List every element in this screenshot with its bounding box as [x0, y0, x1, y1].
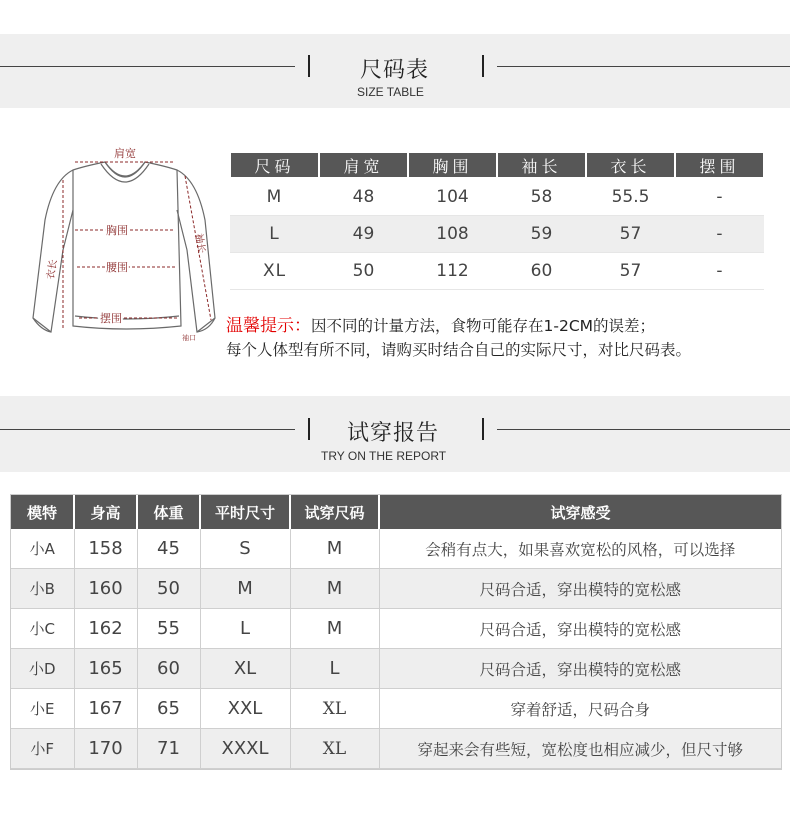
- size-table: [229, 151, 765, 290]
- try-report-title: 试穿报告: [347, 421, 440, 446]
- table-cell: 65: [137, 689, 200, 729]
- table-cell: M: [290, 529, 379, 569]
- size-table-header: [230, 152, 764, 178]
- table-cell: 55: [137, 609, 200, 649]
- table-cell: 45: [137, 529, 200, 569]
- table-cell: S: [200, 529, 290, 569]
- table-cell: 57: [586, 216, 675, 253]
- table-cell: 50: [137, 569, 200, 609]
- table-row: [11, 609, 781, 649]
- try-header-model: 模特: [11, 495, 74, 529]
- table-row: [230, 253, 764, 290]
- divider-left-2: [0, 429, 295, 430]
- table-cell: 穿着舒适，尺码合身: [379, 689, 781, 729]
- table-cell: 165: [74, 649, 137, 689]
- table-cell: 49: [319, 216, 408, 253]
- size-header-shoulder: 肩宽: [319, 152, 408, 178]
- table-cell: M: [290, 569, 379, 609]
- table-cell: 160: [74, 569, 137, 609]
- table-row: [11, 729, 781, 769]
- try-header-usual-size: 平时尺寸: [200, 495, 290, 529]
- divider-left: [0, 66, 295, 67]
- divider-bar-right-2: [482, 418, 484, 440]
- table-cell: 穿起来会有些短，宽松度也相应减少，但尺寸够: [379, 729, 781, 769]
- table-cell: 55.5: [611, 187, 650, 207]
- table-cell: 50: [352, 261, 375, 281]
- table-cell: 71: [137, 729, 200, 769]
- size-header-chest: 胸围: [408, 152, 497, 178]
- tip-label: 温馨提示：: [226, 316, 311, 336]
- tip-text-2: 每个人体型有所不同，请购买时结合自己的实际尺寸，对比尺码表。: [226, 341, 692, 359]
- divider-bar-right: [482, 55, 484, 77]
- table-cell: M: [266, 187, 283, 207]
- table-row: [11, 529, 781, 569]
- table-cell: XL: [290, 689, 379, 729]
- table-cell: 小F: [11, 729, 74, 769]
- table-cell: 小E: [11, 689, 74, 729]
- table-cell: 小B: [11, 569, 74, 609]
- try-report-table-frame: [10, 494, 782, 770]
- table-cell: 108: [408, 216, 497, 253]
- garment-label-shoulder: 肩宽: [114, 147, 136, 160]
- table-row: [11, 649, 781, 689]
- try-header-try-size: 试穿尺码: [290, 495, 379, 529]
- garment-sketch: [25, 140, 225, 350]
- table-cell: 小D: [11, 649, 74, 689]
- table-row: [230, 216, 764, 253]
- try-header-height: 身高: [74, 495, 137, 529]
- table-cell: 170: [74, 729, 137, 769]
- table-cell: XL: [200, 649, 290, 689]
- divider-bar-left-2: [308, 418, 310, 440]
- table-cell: 尺码合适，穿出模特的宽松感: [379, 649, 781, 689]
- table-cell: 112: [436, 261, 469, 281]
- table-cell: 60: [137, 649, 200, 689]
- table-cell: 57: [619, 261, 642, 281]
- table-cell: L: [290, 649, 379, 689]
- table-cell: 58: [530, 187, 553, 207]
- table-cell: XL: [290, 729, 379, 769]
- table-cell: 尺码合适，穿出模特的宽松感: [379, 609, 781, 649]
- table-cell: XL: [262, 261, 287, 281]
- tip-text-1: 因不同的计量方法，食物可能存在1-2CM的误差；: [311, 317, 656, 335]
- table-cell: M: [290, 609, 379, 649]
- size-header-size: 尺码: [230, 152, 319, 178]
- size-header-length: 衣长: [586, 152, 675, 178]
- table-cell: XXL: [200, 689, 290, 729]
- size-table-title: 尺码表: [360, 58, 430, 83]
- garment-label-waist: 腰围: [106, 261, 128, 274]
- table-cell: 158: [74, 529, 137, 569]
- tip-line-1: [226, 314, 691, 338]
- table-cell: -: [716, 261, 723, 281]
- table-cell: 48: [352, 187, 375, 207]
- table-cell: 小A: [11, 529, 74, 569]
- table-cell: -: [716, 187, 723, 207]
- divider-bar-left: [308, 55, 310, 77]
- try-header-feeling: 试穿感受: [379, 495, 781, 529]
- garment-label-sleeve: 袖长: [192, 232, 207, 255]
- table-cell: 会稍有点大，如果喜欢宽松的风格，可以选择: [379, 529, 781, 569]
- try-report-subtitle: TRY ON THE REPORT: [321, 449, 447, 463]
- table-cell: 104: [436, 187, 469, 207]
- table-cell: 167: [74, 689, 137, 729]
- size-header-sleeve: 袖长: [497, 152, 586, 178]
- garment-label-cuff: 袖口: [182, 334, 196, 342]
- table-cell: 60: [530, 261, 553, 281]
- size-table-subtitle: SIZE TABLE: [357, 85, 424, 99]
- table-cell: 162: [74, 609, 137, 649]
- try-header-weight: 体重: [137, 495, 200, 529]
- table-row: [230, 178, 764, 216]
- table-cell: L: [230, 216, 319, 253]
- table-cell: 59: [497, 216, 586, 253]
- table-cell: 尺码合适，穿出模特的宽松感: [379, 569, 781, 609]
- garment-label-length: 衣长: [45, 258, 60, 281]
- size-tip: [226, 314, 691, 362]
- table-cell: L: [200, 609, 290, 649]
- table-cell: XXXL: [200, 729, 290, 769]
- table-cell: 小C: [11, 609, 74, 649]
- table-cell: M: [200, 569, 290, 609]
- try-report-table: [11, 495, 781, 769]
- try-table-header: [11, 495, 781, 529]
- garment-label-hem: 摆围: [100, 312, 122, 325]
- divider-right-2: [497, 429, 790, 430]
- size-header-hem: 摆围: [675, 152, 764, 178]
- garment-label-chest: 胸围: [106, 224, 128, 237]
- table-cell: -: [675, 216, 764, 253]
- table-row: [11, 569, 781, 609]
- table-row: [11, 689, 781, 729]
- divider-right: [497, 66, 790, 67]
